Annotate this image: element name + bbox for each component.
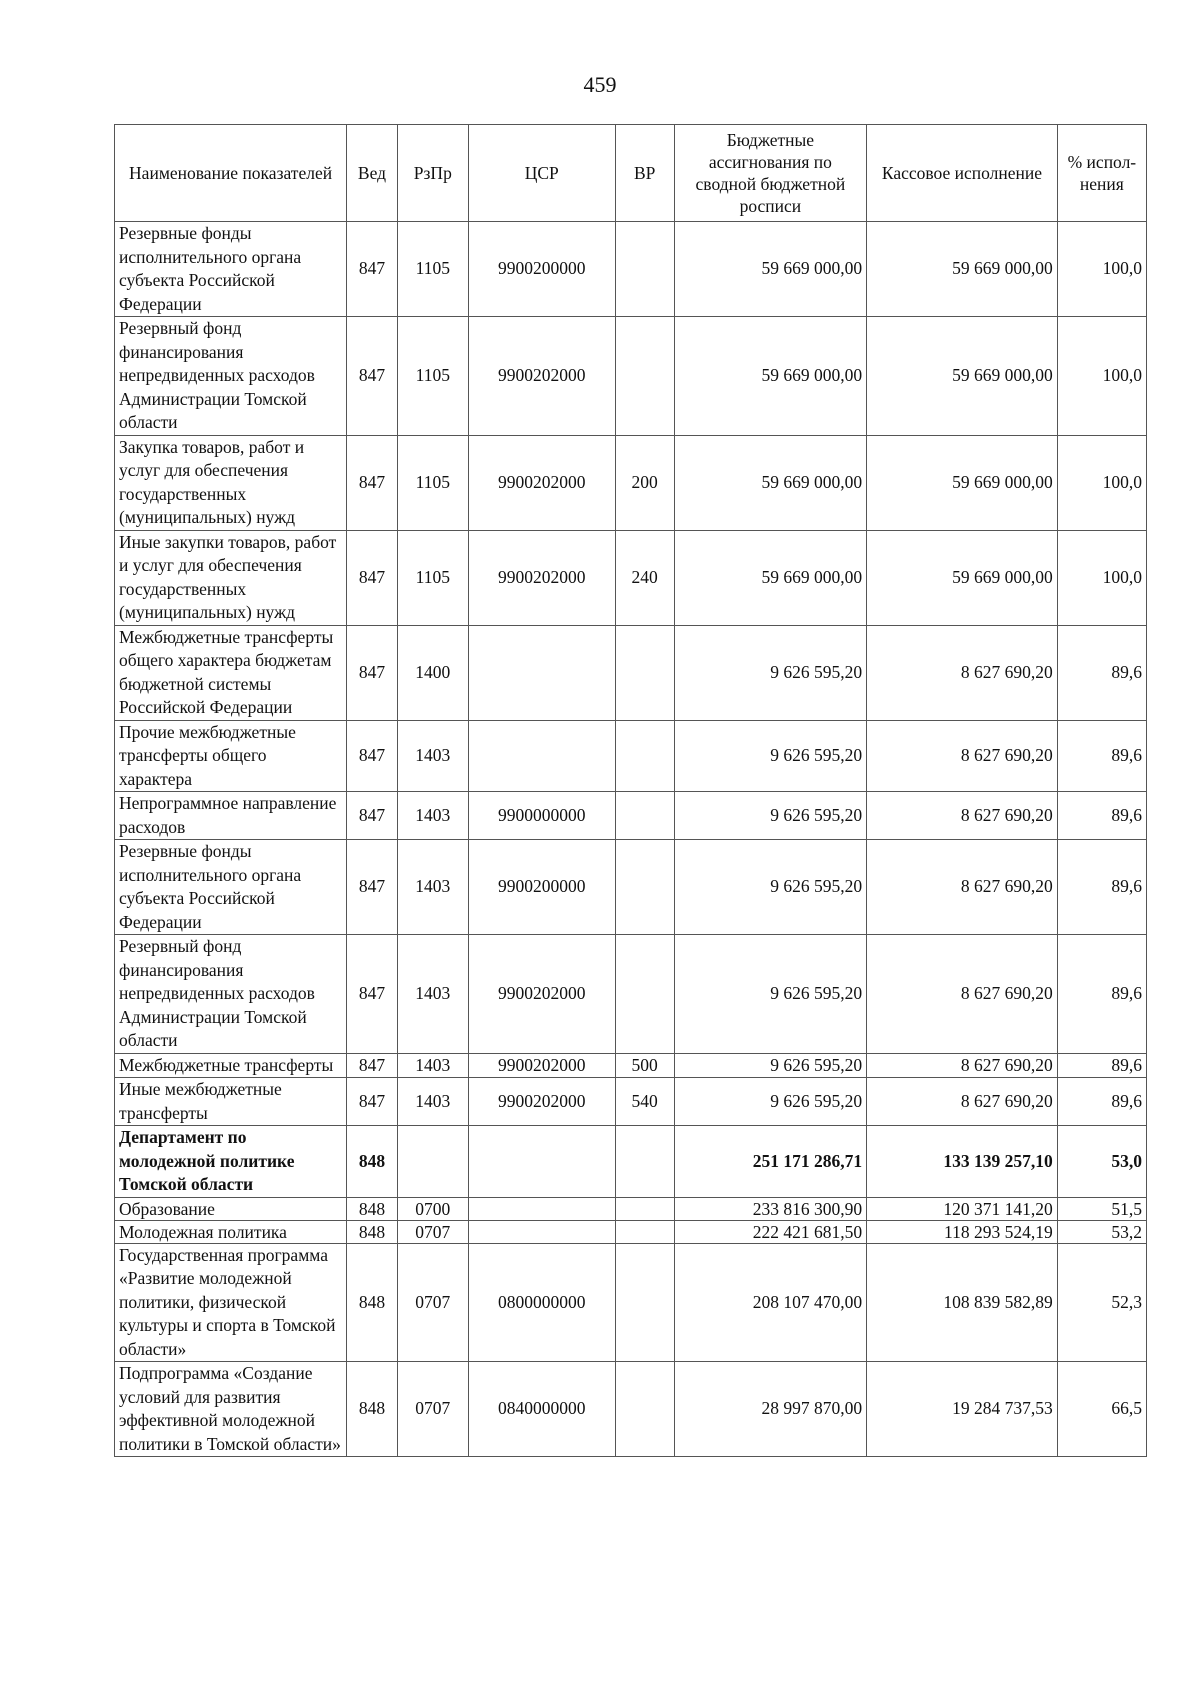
row-csr: 0800000000 [468,1243,615,1362]
row-vr [615,840,674,935]
row-vr: 500 [615,1053,674,1078]
row-name: Резервный фонд финансирования непредвиденных расходов Администрации Томской области [115,935,347,1054]
row-percent: 89,6 [1057,792,1146,840]
row-csr: 9900202000 [468,1078,615,1126]
row-ved: 848 [347,1126,398,1198]
row-percent: 100,0 [1057,530,1146,625]
row-ved: 847 [347,530,398,625]
table-row [115,840,1147,935]
row-cash-execution: 133 139 257,10 [867,1126,1058,1198]
row-ved: 847 [347,317,398,436]
row-assignments: 9 626 595,20 [674,840,867,935]
row-vr [615,935,674,1054]
row-ved: 847 [347,935,398,1054]
row-cash-execution: 59 669 000,00 [867,222,1058,317]
row-ved: 847 [347,625,398,720]
row-cash-execution: 8 627 690,20 [867,1053,1058,1078]
table-row [115,625,1147,720]
row-name: Государственная программа «Развитие молодежной политики, физической культуры и спорта в Томской области» [115,1243,347,1362]
row-csr: 9900000000 [468,792,615,840]
row-rzpr: 1105 [397,222,468,317]
row-percent: 66,5 [1057,1362,1146,1457]
row-rzpr: 0707 [397,1243,468,1362]
row-ved: 848 [347,1362,398,1457]
row-percent: 51,5 [1057,1197,1146,1220]
table-row [115,435,1147,530]
row-assignments: 9 626 595,20 [674,625,867,720]
row-csr: 9900200000 [468,840,615,935]
table-row [115,317,1147,436]
row-vr [615,1362,674,1457]
row-rzpr: 1403 [397,1078,468,1126]
row-name: Подпрограмма «Создание условий для развития эффективной молодежной политики в Томской области» [115,1362,347,1457]
row-csr [468,1126,615,1198]
row-cash-execution: 8 627 690,20 [867,792,1058,840]
row-ved: 847 [347,1078,398,1126]
row-name: Прочие межбюджетные трансферты общего характера [115,720,347,792]
table-row [115,1126,1147,1198]
row-vr [615,625,674,720]
row-name: Иные межбюджетные трансферты [115,1078,347,1126]
row-rzpr: 1403 [397,1053,468,1078]
row-csr: 9900202000 [468,317,615,436]
row-cash-execution: 118 293 524,19 [867,1220,1058,1243]
row-vr [615,317,674,436]
row-cash-execution: 120 371 141,20 [867,1197,1058,1220]
table-header-row [115,125,1147,222]
row-cash-execution: 8 627 690,20 [867,1078,1058,1126]
row-cash-execution: 8 627 690,20 [867,625,1058,720]
row-percent: 52,3 [1057,1243,1146,1362]
row-vr [615,1197,674,1220]
row-name: Образование [115,1197,347,1220]
row-percent: 89,6 [1057,840,1146,935]
row-name: Резервные фонды исполнительного органа субъекта Российской Федерации [115,222,347,317]
row-csr: 9900202000 [468,1053,615,1078]
row-assignments: 59 669 000,00 [674,435,867,530]
row-percent: 89,6 [1057,1053,1146,1078]
row-percent: 53,0 [1057,1126,1146,1198]
row-percent: 89,6 [1057,1078,1146,1126]
row-assignments: 59 669 000,00 [674,222,867,317]
row-ved: 848 [347,1197,398,1220]
budget-execution-table [114,124,1147,1457]
row-csr: 0840000000 [468,1362,615,1457]
row-ved: 847 [347,435,398,530]
row-name: Закупка товаров, работ и услуг для обеспечения государственных (муниципальных) нужд [115,435,347,530]
row-rzpr: 0707 [397,1362,468,1457]
row-percent: 89,6 [1057,720,1146,792]
row-cash-execution: 108 839 582,89 [867,1243,1058,1362]
table-row [115,792,1147,840]
row-cash-execution: 8 627 690,20 [867,840,1058,935]
row-csr: 9900202000 [468,435,615,530]
row-name: Молодежная политика [115,1220,347,1243]
row-cash-execution: 59 669 000,00 [867,435,1058,530]
page-number: 459 [583,72,617,97]
row-percent: 89,6 [1057,935,1146,1054]
header-vr: ВР [615,125,674,222]
row-name: Резервные фонды исполнительного органа субъекта Российской Федерации [115,840,347,935]
header-assignments: Бюджетные ассигнования по сводной бюджетной росписи [674,125,867,222]
row-ved: 848 [347,1243,398,1362]
row-percent: 100,0 [1057,317,1146,436]
table-row [115,1362,1147,1457]
row-name: Межбюджетные трансферты [115,1053,347,1078]
row-vr: 200 [615,435,674,530]
header-cash-execution: Кассовое исполнение [867,125,1058,222]
row-assignments: 9 626 595,20 [674,935,867,1054]
table-row [115,720,1147,792]
row-assignments: 9 626 595,20 [674,720,867,792]
header-name: Наименование показателей [115,125,347,222]
row-csr [468,720,615,792]
row-vr: 240 [615,530,674,625]
table-row [115,1078,1147,1126]
row-ved: 848 [347,1220,398,1243]
table-row [115,1220,1147,1243]
row-rzpr: 1403 [397,792,468,840]
table-row [115,222,1147,317]
row-assignments: 9 626 595,20 [674,1078,867,1126]
row-name: Резервный фонд финансирования непредвиденных расходов Администрации Томской области [115,317,347,436]
row-csr: 9900200000 [468,222,615,317]
row-assignments: 59 669 000,00 [674,530,867,625]
row-ved: 847 [347,720,398,792]
header-ved: Вед [347,125,398,222]
row-csr: 9900202000 [468,935,615,1054]
row-rzpr: 1105 [397,530,468,625]
row-name: Непрограммное направление расходов [115,792,347,840]
row-assignments: 28 997 870,00 [674,1362,867,1457]
row-vr [615,222,674,317]
row-percent: 100,0 [1057,435,1146,530]
row-ved: 847 [347,1053,398,1078]
row-vr [615,1126,674,1198]
table-row [115,530,1147,625]
row-rzpr: 1105 [397,435,468,530]
row-vr [615,1243,674,1362]
header-rzpr: РзПр [397,125,468,222]
row-percent: 53,2 [1057,1220,1146,1243]
row-vr [615,792,674,840]
row-name: Иные закупки товаров, работ и услуг для обеспечения государственных (муниципальных) нужд [115,530,347,625]
row-rzpr: 1105 [397,317,468,436]
row-csr: 9900202000 [468,530,615,625]
header-csr: ЦСР [468,125,615,222]
row-rzpr: 1400 [397,625,468,720]
table-row [115,1053,1147,1078]
table-row [115,935,1147,1054]
row-csr [468,625,615,720]
row-cash-execution: 19 284 737,53 [867,1362,1058,1457]
row-cash-execution: 8 627 690,20 [867,935,1058,1054]
row-vr [615,1220,674,1243]
row-assignments: 9 626 595,20 [674,1053,867,1078]
row-rzpr: 1403 [397,935,468,1054]
row-name: Межбюджетные трансферты общего характера бюджетам бюджетной системы Российской Федерации [115,625,347,720]
table-row [115,1197,1147,1220]
row-assignments: 233 816 300,90 [674,1197,867,1220]
row-name: Департамент по молодежной политике Томской области [115,1126,347,1198]
header-percent-execution: % испол-нения [1057,125,1146,222]
table-body [115,222,1147,1457]
row-assignments: 9 626 595,20 [674,792,867,840]
row-rzpr: 1403 [397,720,468,792]
row-assignments: 251 171 286,71 [674,1126,867,1198]
row-vr [615,720,674,792]
row-rzpr: 0700 [397,1197,468,1220]
row-percent: 100,0 [1057,222,1146,317]
row-cash-execution: 59 669 000,00 [867,530,1058,625]
row-assignments: 59 669 000,00 [674,317,867,436]
row-assignments: 208 107 470,00 [674,1243,867,1362]
row-vr: 540 [615,1078,674,1126]
table-row [115,1243,1147,1362]
row-csr [468,1197,615,1220]
row-percent: 89,6 [1057,625,1146,720]
row-cash-execution: 59 669 000,00 [867,317,1058,436]
row-ved: 847 [347,792,398,840]
row-rzpr: 1403 [397,840,468,935]
row-assignments: 222 421 681,50 [674,1220,867,1243]
row-ved: 847 [347,840,398,935]
row-cash-execution: 8 627 690,20 [867,720,1058,792]
row-rzpr [397,1126,468,1198]
row-csr [468,1220,615,1243]
row-rzpr: 0707 [397,1220,468,1243]
row-ved: 847 [347,222,398,317]
